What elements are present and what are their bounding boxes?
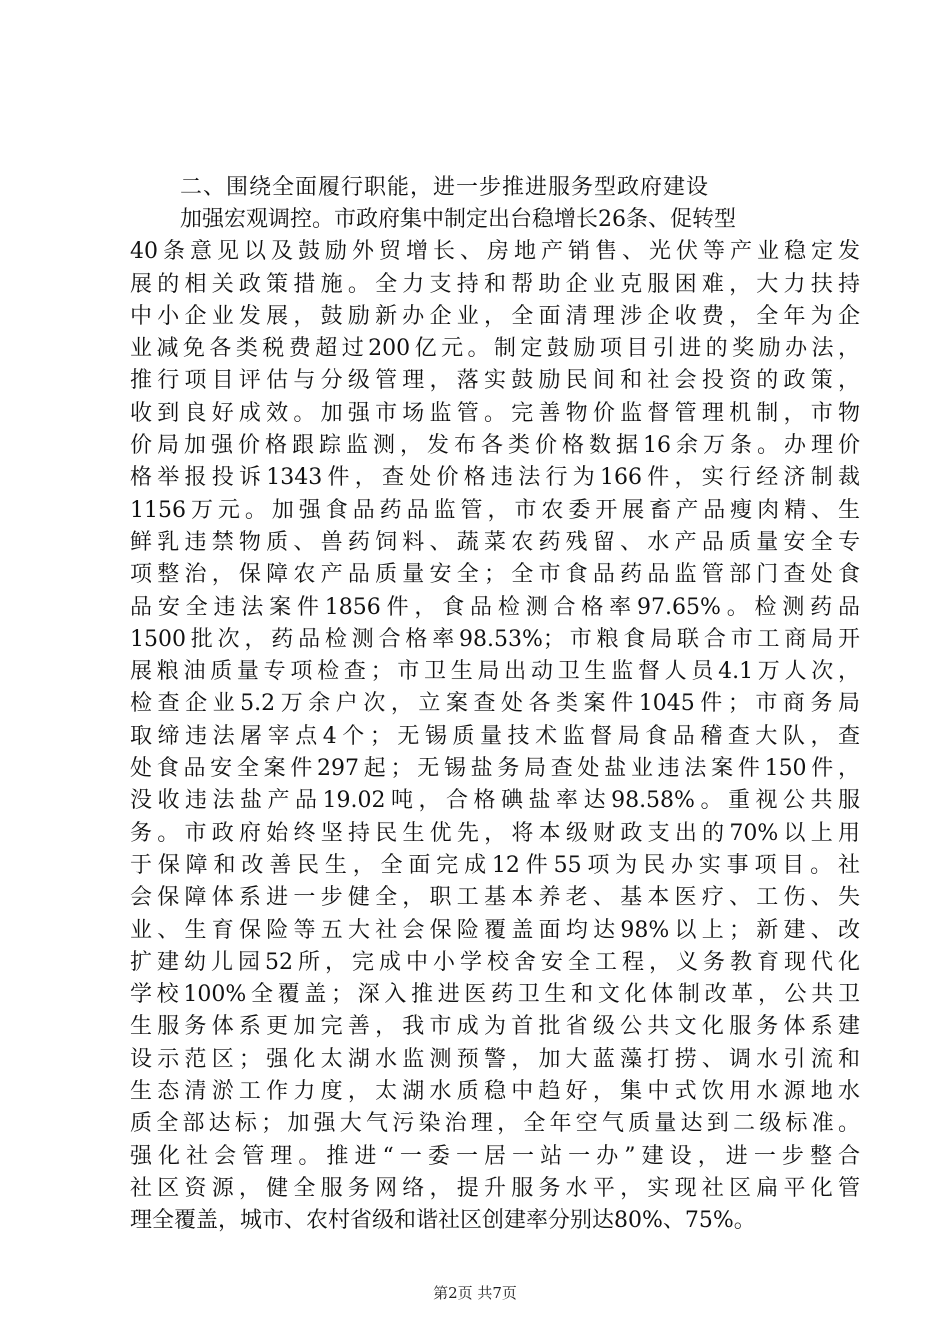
body-line: 展的相关政策措施。全力支持和帮助企业克服困难，大力扶持: [130, 271, 860, 297]
section-heading: 二、围绕全面履行职能，进一步推进服务型政府建设: [180, 175, 710, 200]
body-line: 品安全违法案件1856件，食品检测合格率97.65%。检测药品: [130, 594, 860, 620]
body-line: 会保障体系进一步健全，职工基本养老、基本医疗、工伤、失: [130, 885, 860, 911]
body-text: [130, 204, 860, 1238]
body-line: 设示范区；强化太湖水监测预警，加大蓝藻打捞、调水引流和: [130, 1046, 860, 1072]
body-line: 于保障和改善民生，全面完成12件55项为民办实事项目。社: [130, 852, 860, 878]
body-line: 价局加强价格跟踪监测，发布各类价格数据16余万条。办理价: [130, 433, 860, 459]
body-line: 1500批次，药品检测合格率98.53%；市粮食局联合市工商局开: [130, 626, 860, 652]
body-line: 推行项目评估与分级管理，落实鼓励民间和社会投资的政策，: [130, 368, 860, 394]
body-line: 扩建幼儿园52所，完成中小学校舍安全工程，义务教育现代化: [130, 949, 860, 975]
body-line: 格举报投诉1343件，查处价格违法行为166件，实行经济制裁: [130, 465, 860, 491]
body-line: 取缔违法屠宰点4个；无锡质量技术监督局食品稽查大队，查: [130, 723, 860, 749]
body-line: 鲜乳违禁物质、兽药饲料、蔬菜农药残留、水产品质量安全专: [130, 529, 860, 555]
body-line: 展粮油质量专项检查；市卫生局出动卫生监督人员4.1万人次，: [130, 659, 860, 685]
body-line: 学校100%全覆盖；深入推进医药卫生和文化体制改革，公共卫: [130, 982, 860, 1008]
body-line: 社区资源，健全服务网络，提升服务水平，实现社区扁平化管: [130, 1175, 860, 1201]
body-line: 检查企业5.2万余户次，立案查处各类案件1045件；市商务局: [130, 691, 860, 717]
body-line: 项整治，保障农产品质量安全；全市食品药品监管部门查处食: [130, 562, 860, 588]
body-line: 业、生育保险等五大社会保险覆盖面均达98%以上；新建、改: [130, 917, 860, 943]
body-line: 业减免各类税费超过200亿元。制定鼓励项目引进的奖励办法，: [130, 336, 860, 362]
body-line: 强化社会管理。推进“一委一居一站一办”建设，进一步整合: [130, 1143, 860, 1169]
body-line: 务。市政府始终坚持民生优先，将本级财政支出的70%以上用: [130, 820, 860, 846]
body-line: 1156万元。加强食品药品监管，市农委开展畜产品瘦肉精、生: [130, 497, 860, 523]
body-line: 理全覆盖，城市、农村省级和谐社区创建率分别达80%、75%。: [130, 1208, 756, 1234]
body-line: 质全部达标；加强大气污染治理，全年空气质量达到二级标准。: [130, 1111, 860, 1137]
body-line: 生服务体系更加完善，我市成为首批省级公共文化服务体系建: [130, 1014, 860, 1040]
body-line: 收到良好成效。加强市场监管。完善物价监督管理机制，市物: [130, 400, 860, 426]
body-line: 没收违法盐产品19.02吨，合格碘盐率达98.58%。重视公共服: [130, 788, 860, 814]
body-line: 生态清淤工作力度，太湖水质稳中趋好，集中式饮用水源地水: [130, 1079, 860, 1105]
page-footer: 第2页 共7页: [433, 1284, 517, 1302]
body-line: 加强宏观调控。市政府集中制定出台稳增长26条、促转型: [180, 207, 736, 232]
body-line: 处食品安全案件297起；无锡盐务局查处盐业违法案件150件，: [130, 756, 860, 782]
body-line: 中小企业发展，鼓励新办企业，全面清理涉企收费，全年为企: [130, 303, 860, 329]
body-line: 40条意见以及鼓励外贸增长、房地产销售、光伏等产业稳定发: [130, 239, 860, 265]
